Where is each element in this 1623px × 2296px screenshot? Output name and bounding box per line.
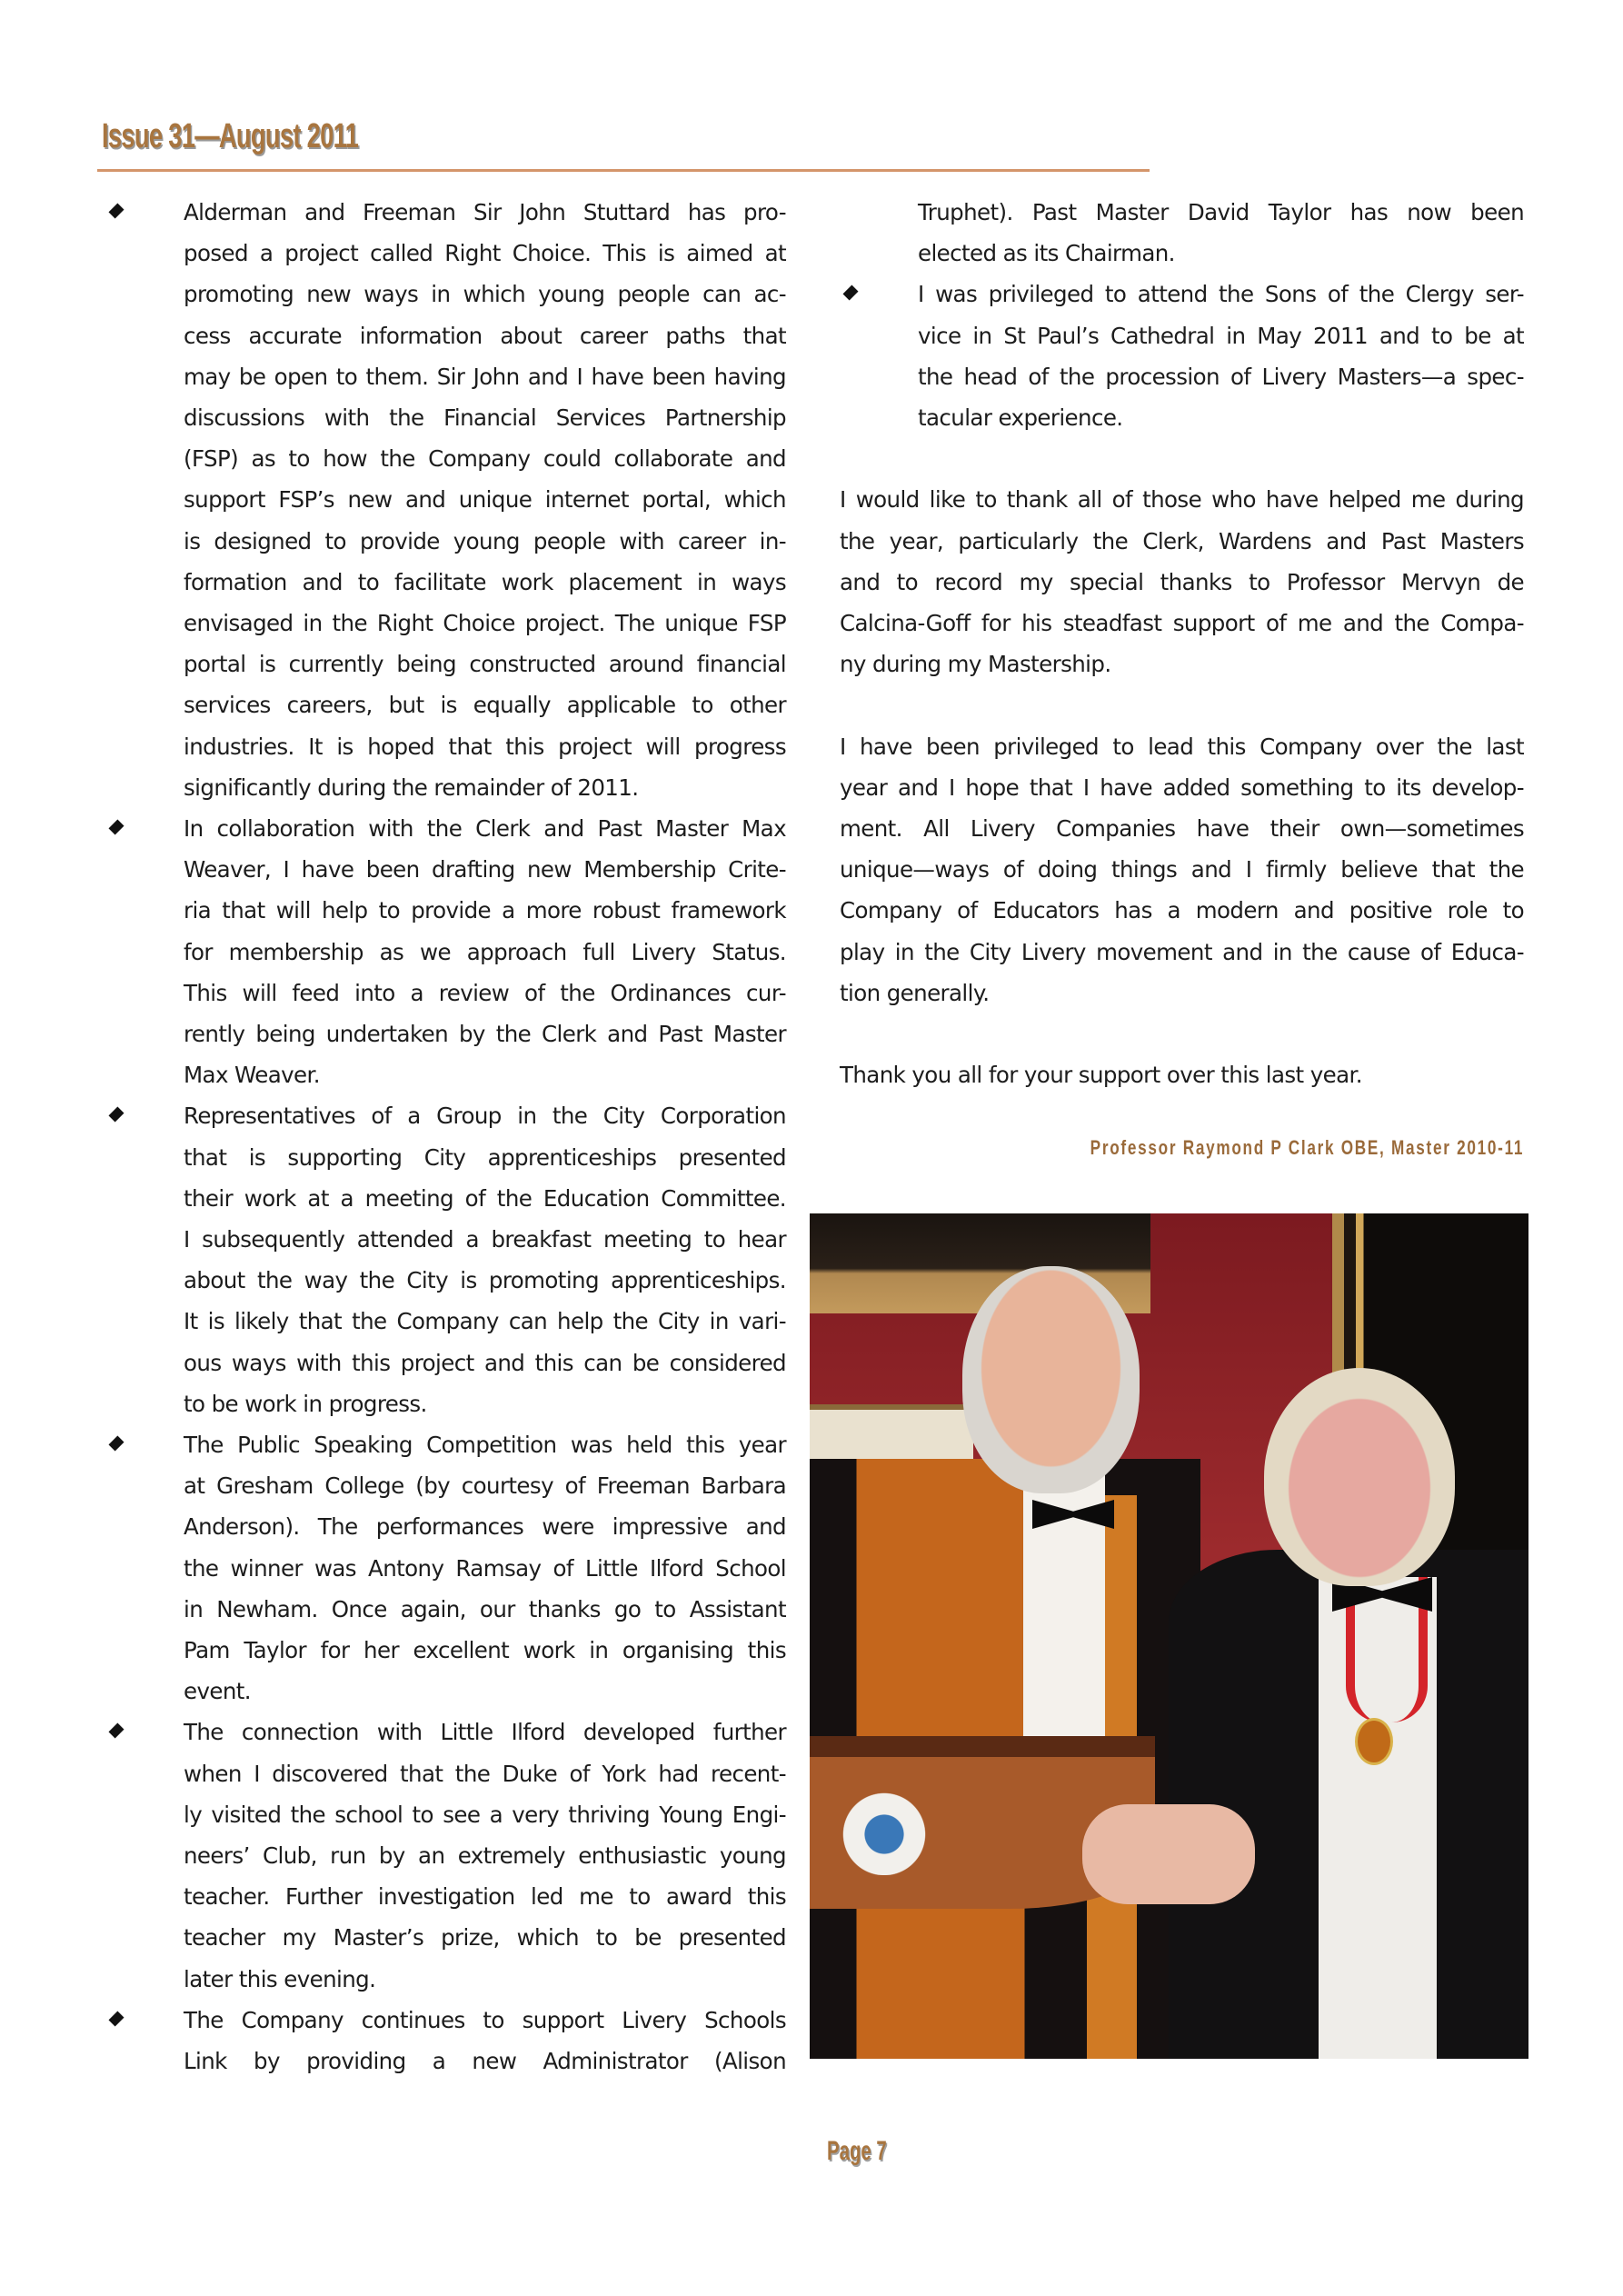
paragraph-text-line: play in the City Livery movement and in the cause of Educa- [840, 938, 1524, 965]
paragraph-text-line: unique—ways of doing things and I firmly believe that the [840, 856, 1524, 883]
bullet-text-line: I was privileged to attend the Sons of the Clergy ser- [918, 281, 1524, 308]
bullet-text-line: (FSP) as to how the Company could collaborate and [184, 445, 786, 473]
bullet-text-line: neers’ Club, run by an extremely enthusiastic young [184, 1842, 786, 1869]
bullet-text-line: cess accurate information about career paths that [184, 322, 786, 349]
bullet-text-line: to be work in progress. [184, 1390, 427, 1417]
bullet-text-line: about the way the City is promoting apprenticeships. [184, 1267, 786, 1294]
bullet-text-line: Pam Taylor for her excellent work in organising this [184, 1637, 786, 1663]
bullet-text-line: elected as its Chairman. [918, 240, 1175, 267]
diamond-bullet-icon [108, 1435, 124, 1451]
bullet-text-line: Truphet). Past Master David Taylor has now been [918, 199, 1524, 225]
bullet-text-line: formation and to facilitate work placement in ways [184, 568, 786, 595]
bullet-text-line: The Public Speaking Competition was held this year [184, 1432, 786, 1458]
paragraph-text-line: and to record my special thanks to Professor Mervyn de [840, 568, 1524, 595]
bullet-text-line: support FSP’s new and unique internet portal, which [184, 486, 786, 514]
photo-person-left [962, 1266, 1140, 1493]
bullet-text-line: in Newham. Once again, our thanks go to Assistant [184, 1595, 786, 1622]
bullet-text-line: the head of the procession of Livery Masters—a spec- [918, 363, 1524, 390]
bullet-text-line: I subsequently attended a breakfast meeting to hear [184, 1226, 786, 1253]
bullet-text-line: The Company continues to support Livery Schools [184, 2006, 786, 2033]
bullet-text-line: Anderson). The performances were impressive and [184, 1513, 786, 1541]
bullet-text-line: industries. It is hoped that this project will progress [184, 733, 786, 760]
paragraph-text-line: year and I hope that I have added something to its develop- [840, 774, 1524, 801]
bullet-text-line: In collaboration with the Clerk and Past Master Max [184, 815, 786, 842]
bullet-text-line: that is supporting City apprenticeships presented [184, 1143, 786, 1171]
diamond-bullet-icon [108, 1723, 124, 1739]
photo-person-right [1264, 1368, 1455, 1586]
photo-handshake [810, 1213, 1528, 2059]
photo-handshake-hands [1082, 1804, 1255, 1904]
paragraph-text-line: tion generally. [840, 979, 990, 1006]
bullet-text-line: event. [184, 1678, 251, 1705]
bullet-text-line: rently being undertaken by the Clerk and Past Master [184, 1021, 786, 1047]
bullet-text-line: vice in St Paul’s Cathedral in May 2011 and to be at [918, 322, 1524, 349]
bullet-text-line: Alderman and Freeman Sir John Stuttard has pro- [184, 199, 786, 225]
paragraph-text-line: Calcina-Goff for his steadfast support of me and the Compa- [840, 610, 1524, 636]
paragraph-text-line: Company of Educators has a modern and positive role to [840, 897, 1524, 924]
paragraph-text-line: the year, particularly the Clerk, Wardens and Past Masters [840, 527, 1524, 554]
author-signature: Professor Raymond P Clark OBE, Master 2010-11 [1090, 1136, 1524, 1159]
bullet-text-line: tacular experience. [918, 404, 1123, 431]
bullet-text-line: posed a project called Right Choice. This is aimed at [184, 240, 786, 267]
bullet-text-line: when I discovered that the Duke of York had recent- [184, 1760, 786, 1787]
bullet-text-line: at Gresham College (by courtesy of Freeman Barbara [184, 1472, 786, 1500]
bullet-text-line: their work at a meeting of the Education Committee. [184, 1184, 786, 1212]
photo-medal [1355, 1718, 1393, 1765]
header-divider [97, 169, 1150, 172]
bullet-text-line: is designed to provide young people with career in- [184, 527, 786, 554]
bullet-text-line: services careers, but is equally applicable to other [184, 692, 786, 719]
diamond-bullet-icon [842, 285, 858, 301]
paragraph-text-line: I would like to thank all of those who have helped me during [840, 486, 1524, 514]
page-number: Page 7 [827, 2136, 887, 2166]
bullet-text-line: ous ways with this project and this can be considered [184, 1349, 786, 1376]
diamond-bullet-icon [108, 203, 124, 218]
bullet-text-line: The connection with Little Ilford developed further [184, 1719, 786, 1746]
bullet-text-line: envisaged in the Right Choice project. The unique FSP [184, 610, 786, 636]
bullet-text-line: for membership as we approach full Livery Status. [184, 938, 786, 965]
paragraph-text-line: I have been privileged to lead this Company over the last [840, 733, 1524, 760]
bullet-text-line: Weaver, I have been drafting new Membership Crite- [184, 856, 786, 883]
issue-title: Issue 31—August 2011 [102, 117, 359, 155]
paragraph-text-line: ment. All Livery Companies have their own—sometimes [840, 815, 1524, 842]
bullet-text-line: may be open to them. Sir John and I have been having [184, 363, 786, 390]
diamond-bullet-icon [108, 819, 124, 834]
bullet-text-line: This will feed into a review of the Ordinances cur- [184, 979, 786, 1006]
bullet-text-line: discussions with the Financial Services Partnership [184, 404, 786, 431]
bullet-text-line: Link by providing a new Administrator (Alison [184, 2048, 786, 2074]
bullet-text-line: later this evening. [184, 1965, 376, 1992]
bullet-text-line: It is likely that the Company can help the City in vari- [184, 1308, 786, 1335]
bullet-text-line: teacher. Further investigation led me to award this [184, 1883, 786, 1911]
bullet-text-line: promoting new ways in which young people can ac- [184, 281, 786, 308]
paragraph-text-line: Thank you all for your support over this last year. [840, 1062, 1362, 1089]
bullet-text-line: ria that will help to provide a more robust framework [184, 897, 786, 924]
diamond-bullet-icon [108, 1107, 124, 1123]
bullet-text-line: significantly during the remainder of 2011. [184, 774, 639, 801]
photo-coat-of-arms [830, 1784, 939, 1875]
bullet-text-line: ly visited the school to see a very thriving Young Engi- [184, 1801, 786, 1828]
diamond-bullet-icon [108, 2011, 124, 2026]
bullet-text-line: portal is currently being constructed around financial [184, 651, 786, 678]
bullet-text-line: the winner was Antony Ramsay of Little Ilford School [184, 1554, 786, 1582]
bullet-text-line: teacher my Master’s prize, which to be presented [184, 1924, 786, 1952]
bullet-text-line: Representatives of a Group in the City Corporation [184, 1103, 786, 1130]
bullet-text-line: Max Weaver. [184, 1062, 320, 1089]
paragraph-text-line: ny during my Mastership. [840, 651, 1111, 678]
